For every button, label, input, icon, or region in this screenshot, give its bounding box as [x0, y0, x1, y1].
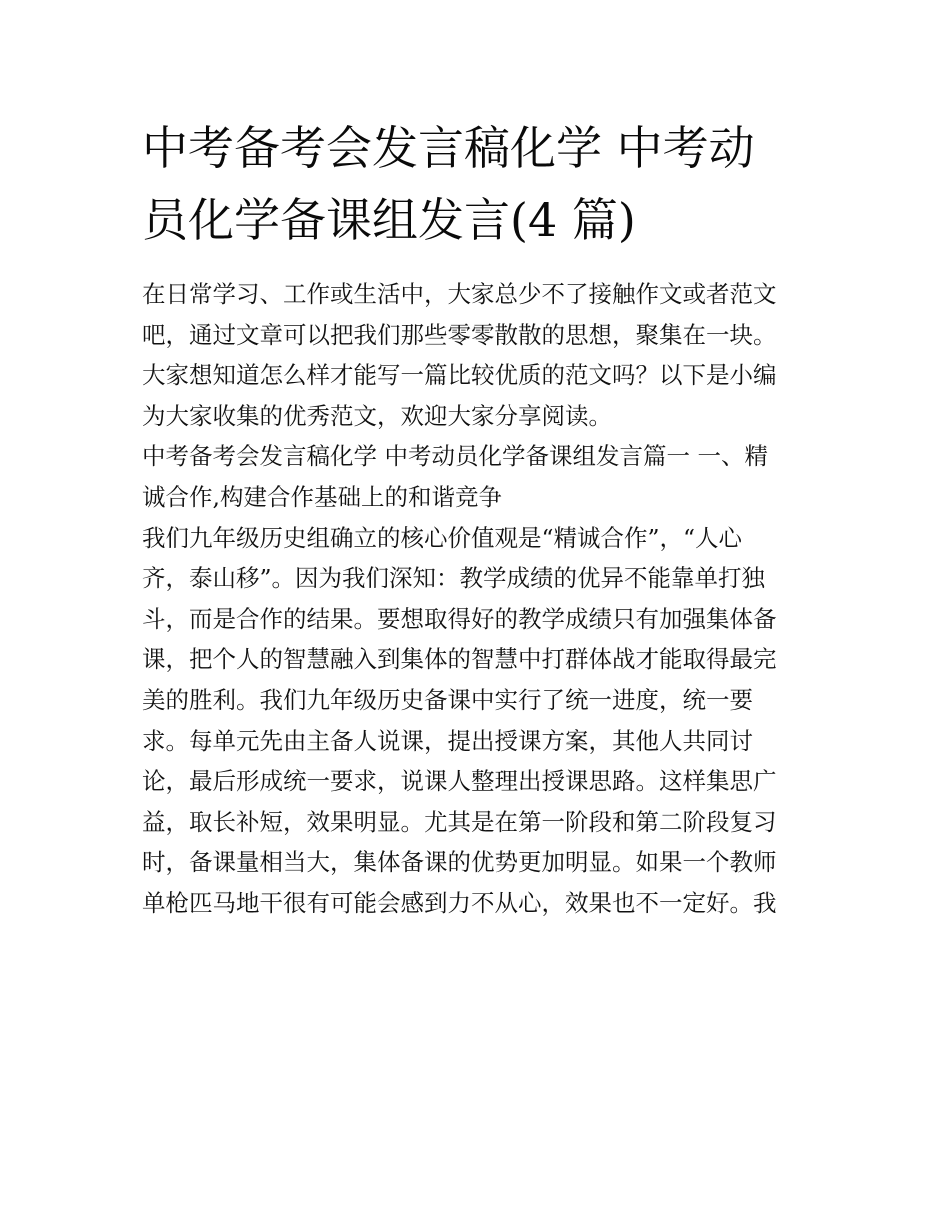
text-line: 为大家收集的优秀范文，欢迎大家分享阅读。 [142, 401, 612, 430]
intro-paragraph [142, 274, 812, 436]
text-line: 在日常学习、工作或生活中，大家总少不了接触作文或者范文 [142, 280, 777, 308]
text-line: 课，把个人的智慧融入到集体的智慧中打群体战才能取得最完 [142, 645, 777, 674]
text-line: 时，备课量相当大，集体备课的优势更加明显。如果一个教师 [142, 848, 777, 877]
title-line: 中考备考会发言稿化学 中考动 [142, 121, 755, 175]
body-paragraph [142, 518, 812, 924]
text-line: 益，取长补短，效果明显。尤其是在第一阶段和第二阶段复习 [142, 807, 777, 836]
text-line: 齐，泰山移”。因为我们深知：教学成绩的优异不能靠单打独 [142, 564, 766, 593]
text-line: 大家想知道怎么样才能写一篇比较优质的范文吗？以下是小编 [142, 361, 777, 390]
text-line: 美的胜利。我们九年级历史备课中实行了统一进度，统一要 [142, 685, 753, 714]
text-line: 论，最后形成统一要求，说课人整理出授课思路。这样集思广 [142, 767, 777, 796]
text-line: 诚合作,构建合作基础上的和谐竞争 [142, 482, 502, 511]
title-line: 员化学备课组发言(4 篇) [142, 193, 636, 247]
text-line: 求。每单元先由主备人说课，提出授课方案，其他人共同讨 [142, 726, 753, 755]
text-line: 中考备考会发言稿化学 中考动员化学备课组发言篇一 一、精 [142, 442, 768, 471]
text-line: 我们九年级历史组确立的核心价值观是“精诚合作”，“人心 [142, 523, 743, 552]
document-title [142, 112, 812, 256]
text-line: 单枪匹马地干很有可能会感到力不从心，效果也不一定好。我 [142, 888, 777, 917]
text-line: 斗，而是合作的结果。要想取得好的教学成绩只有加强集体备 [142, 604, 777, 633]
text-line: 吧，通过文章可以把我们那些零零散散的思想，聚集在一块。 [142, 320, 777, 349]
section-heading [142, 436, 812, 517]
document-content [142, 112, 812, 924]
